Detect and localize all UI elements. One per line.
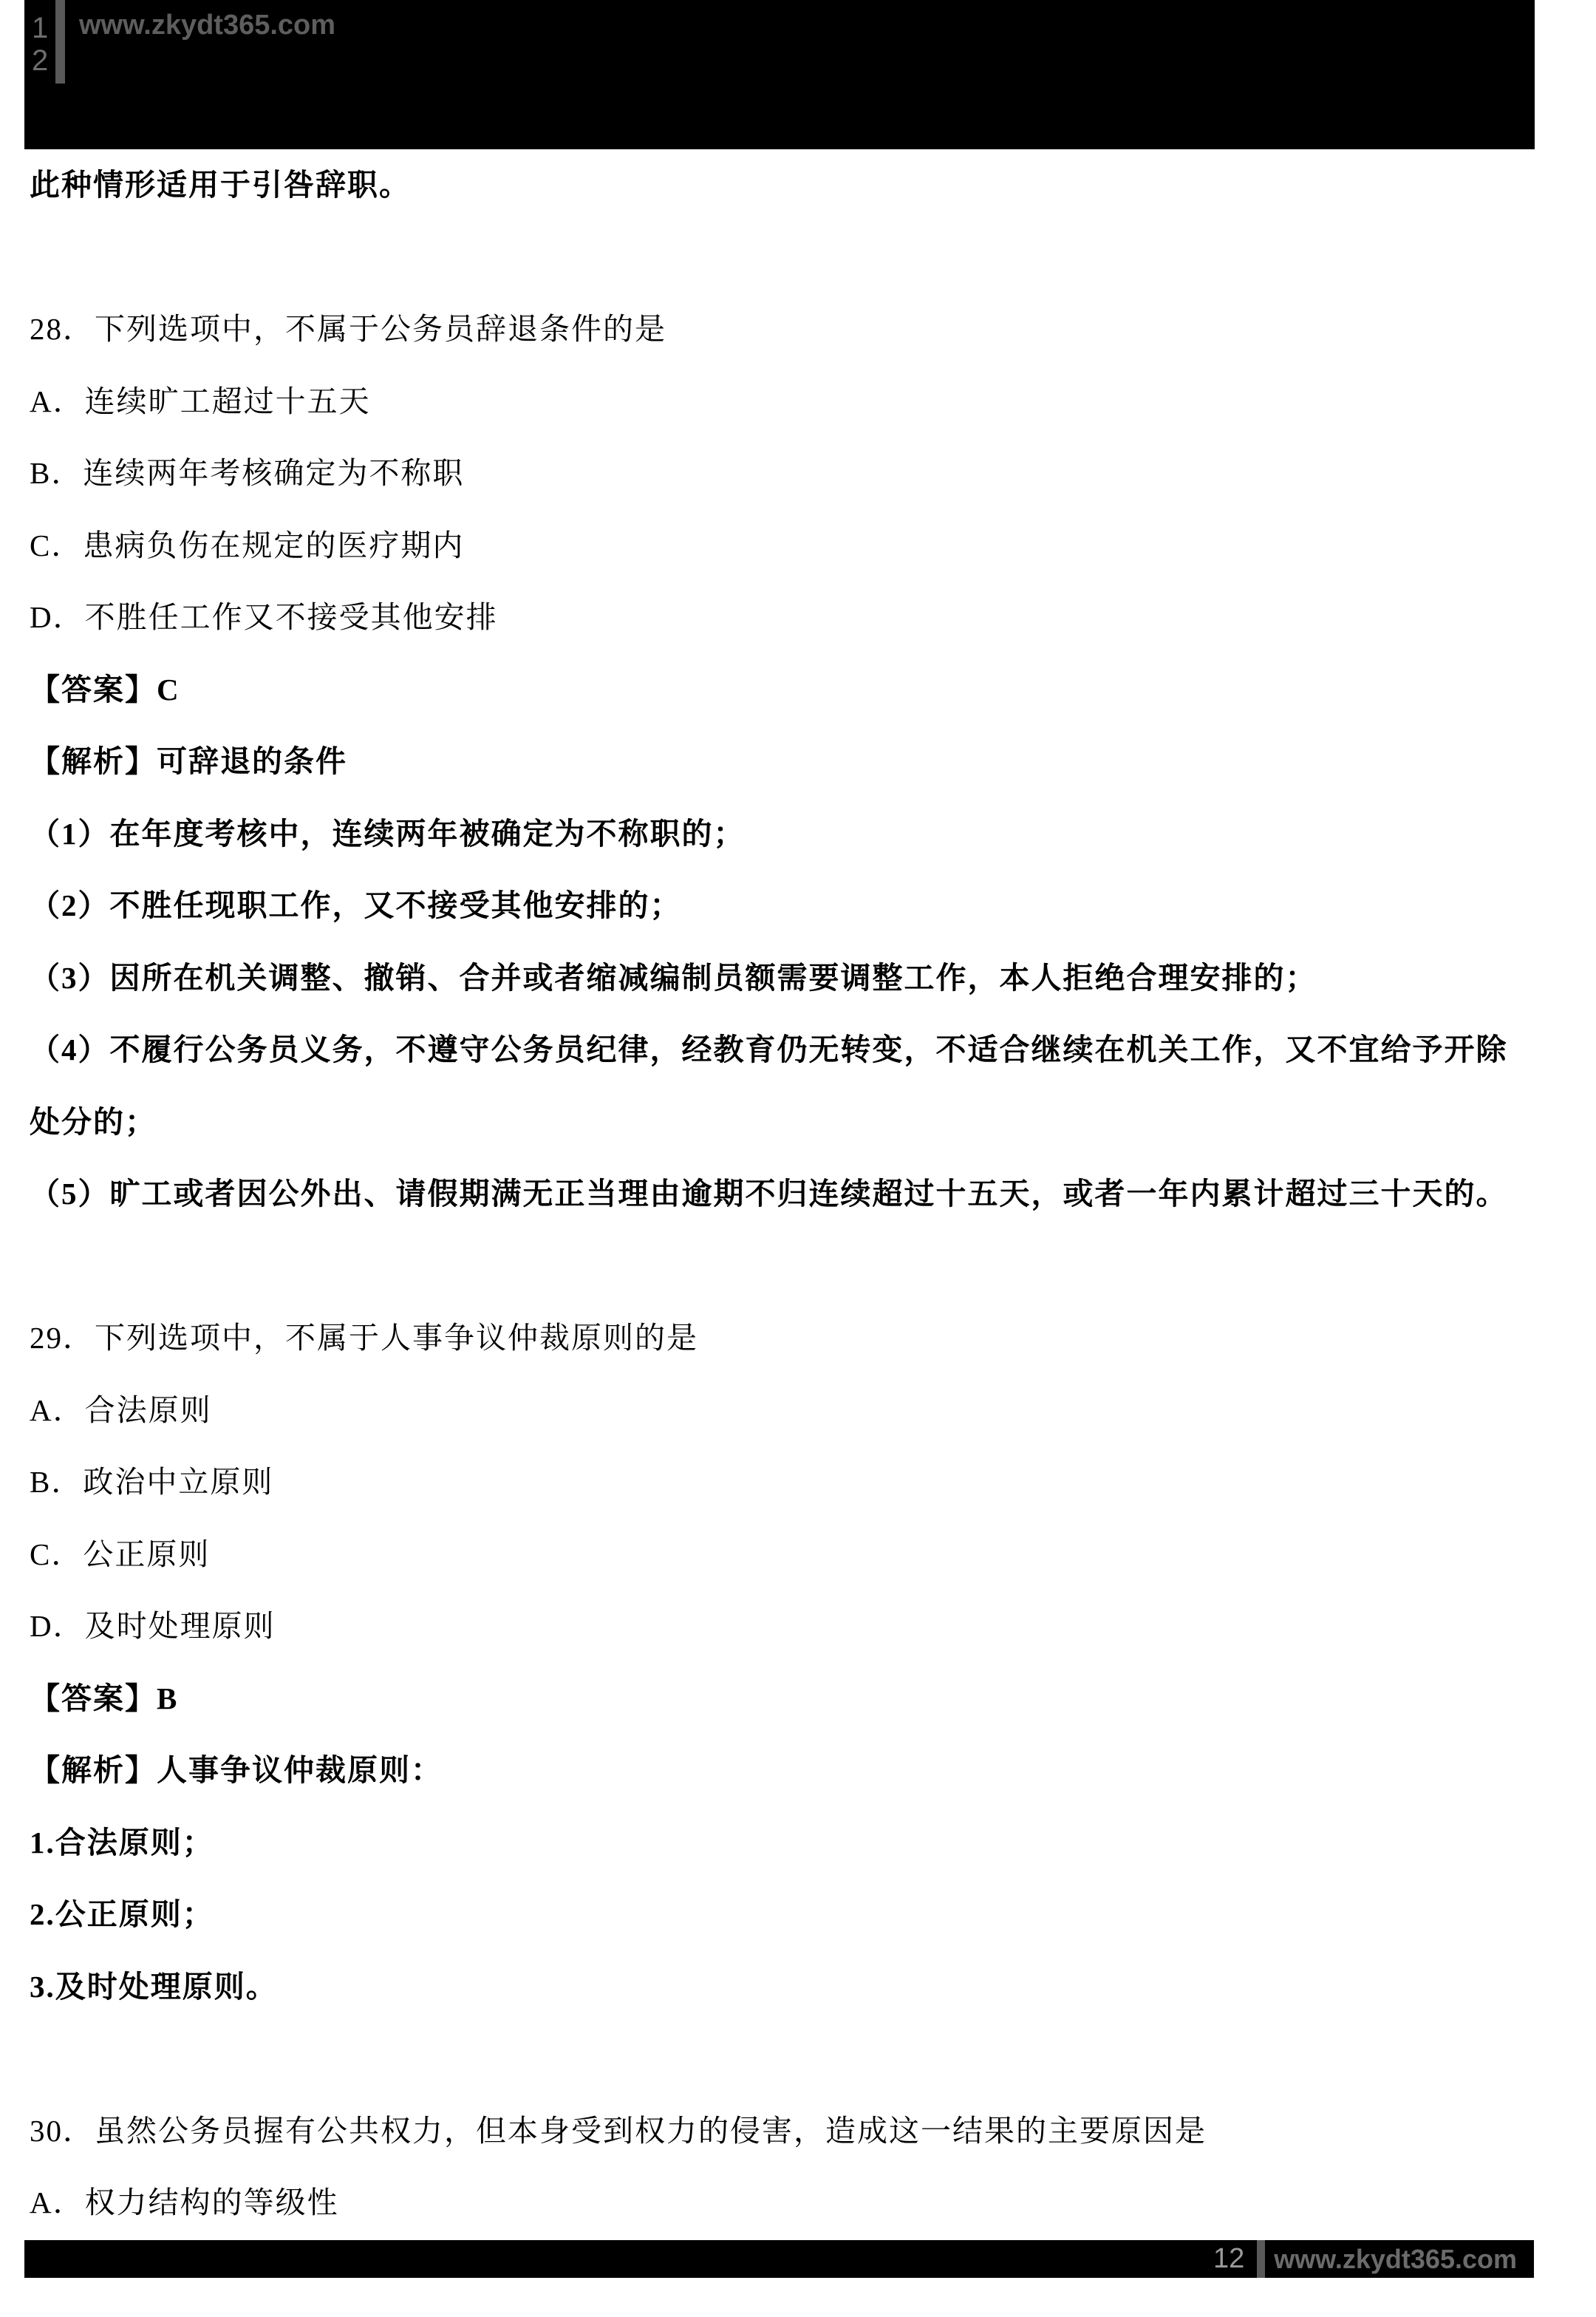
line-answer: 【答案】C [30, 672, 180, 707]
line-option: A．权力结构的等级性 [30, 2185, 339, 2219]
header-page-digit-2: 2 [32, 44, 49, 77]
line-analysis: 【解析】人事争议仲裁原则： [30, 1753, 443, 1787]
line-option: B．连续两年考核确定为不称职 [30, 456, 465, 490]
line-analysis: 【解析】可辞退的条件 [30, 744, 347, 778]
header-divider [55, 0, 65, 84]
header-page-digit-1: 1 [32, 12, 49, 44]
line-option: D．及时处理原则 [30, 1609, 276, 1643]
line-analysis-item: （2）不胜任现职工作，又不接受其他安排的； [30, 888, 682, 922]
footer-page-number: 12 [1213, 2243, 1245, 2274]
footer-site-url: www.zkydt365.com [1274, 2243, 1517, 2274]
line-intro: 此种情形适用于引咎辞职。 [30, 168, 411, 202]
line-question: 28．下列选项中，不属于公务员辞退条件的是 [30, 312, 666, 346]
line-question: 29．下列选项中，不属于人事争议仲裁原则的是 [30, 1321, 698, 1355]
line-question: 30．虽然公务员握有公共权力，但本身受到权力的侵害，造成这一结果的主要原因是 [30, 2113, 1207, 2148]
footer-divider [1257, 2240, 1265, 2278]
header-bar [24, 0, 1535, 149]
line-option: B．政治中立原则 [30, 1465, 274, 1499]
line-analysis-item: （4）不履行公务员义务，不遵守公务员纪律，经教育仍无转变，不适合继续在机关工作，又不宜给予开除 [30, 1032, 1508, 1066]
line-analysis-item: 2.公正原则； [30, 1897, 214, 1931]
line-analysis-item: （3）因所在机关调整、撤销、合并或者缩减编制员额需要调整工作，本人拒绝合理安排的； [30, 960, 1317, 995]
line-analysis-item: 3.及时处理原则。 [30, 1969, 278, 2004]
line-option: D．不胜任工作又不接受其他安排 [30, 600, 498, 634]
line-option: C．患病负伤在规定的医疗期内 [30, 528, 465, 562]
line-option: C．公正原则 [30, 1537, 211, 1571]
line-continuation: 处分的； [30, 1104, 157, 1139]
line-analysis-item: （1）在年度考核中，连续两年被确定为不称职的； [30, 816, 746, 851]
header-site-url: www.zkydt365.com [79, 10, 336, 41]
line-option: A．连续旷工超过十五天 [30, 384, 371, 418]
footer-bar [24, 2240, 1534, 2278]
header-page-number [32, 12, 54, 77]
document-lines [30, 149, 1581, 2239]
line-analysis-item: 1.合法原则； [30, 1825, 214, 1860]
document-body [30, 149, 1581, 2239]
line-option: A．合法原则 [30, 1392, 212, 1427]
line-answer: 【答案】B [30, 1681, 179, 1715]
line-analysis-item: （5）旷工或者因公外出、请假期满无正当理由逾期不归连续超过十五天，或者一年内累计超过三十天的。 [30, 1177, 1508, 1211]
